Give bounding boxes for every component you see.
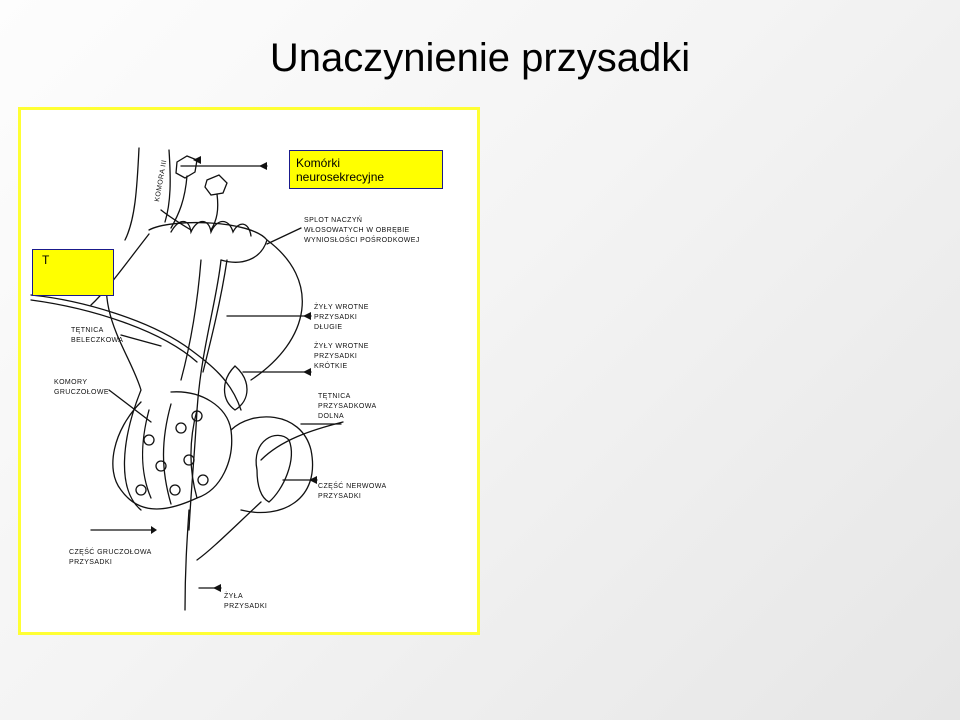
label-zyla-2: PRZYSADKI [224,603,268,610]
label-dolna-3: DOLNA [318,413,345,420]
gland-cell-1 [144,435,154,445]
neuro-cell-2 [205,175,227,195]
pars-nervosa [256,435,291,502]
label-komora: KOMORA III [154,159,169,203]
arrow-7 [151,526,157,534]
arrow-3 [303,312,311,320]
posterior-outline [231,417,313,513]
gland-cell-8 [198,475,208,485]
label-gruczolowa-1: CZĘŚĆ GRUCZOŁOWA [69,549,152,556]
pituitary-diagram [18,107,480,635]
label-krotkie-2: PRZYSADKI [314,353,358,360]
neuro-cell-1 [176,156,197,178]
trabecular-artery-2 [31,300,197,362]
label-krotkie-1: ŻYŁY WROTNE [314,343,369,350]
hypophyseal-vein [185,510,189,610]
arrow-1 [259,162,267,170]
ventricle-wall [125,148,139,240]
arrow-6 [213,584,221,592]
callout-t-text: T [42,253,50,267]
pars-distalis [113,392,232,509]
leader-komory [109,390,151,422]
gland-cell-2 [176,423,186,433]
axon-2 [211,194,218,230]
label-splot-2: WŁOSOWATYCH W OBRĘBIE [304,227,410,234]
callout-neurosecretory-cells [289,150,443,189]
label-dolna-1: TĘTNICA [318,393,351,400]
tissue-outline-right [251,240,302,380]
label-krotkie-3: KRÓTKIE [314,363,348,370]
label-gruczolowa-2: PRZYSADKI [69,559,113,566]
label-splot-1: SPLOT NACZYŃ [304,217,363,224]
arrow-4 [303,368,311,376]
vein-branch [197,502,261,560]
long-portal-veins [189,260,221,530]
label-zyla-1: ŻYŁA [224,593,244,600]
label-beleczkowa-1: TĘTNICA [71,327,104,334]
axon-1 [171,176,187,228]
callout-t-box [32,249,114,296]
label-nerwowa-2: PRZYSADKI [318,493,362,500]
gland-cell-5 [184,455,194,465]
label-dolna-2: PRZYSADKOWA [318,403,377,410]
slide-title: Unaczynienie przysadki [269,36,691,80]
label-splot-3: WYNIOSŁOŚCI POŚRODKOWEJ [304,237,420,244]
leader-beleczkowa [121,335,161,346]
callout-neurosecretory-text: Komórki neurosekrecyjne [296,156,385,184]
label-dlugie-3: DŁUGIE [314,324,343,331]
gland-cell-6 [136,485,146,495]
stalk-right [203,260,227,372]
stalk-inner [181,260,201,380]
label-dlugie-2: PRZYSADKI [314,314,358,321]
label-beleczkowa-2: BELECZKOWA [71,337,124,344]
label-nerwowa-1: CZĘŚĆ NERWOWA [318,483,387,490]
leader-splot [267,228,301,244]
label-dlugie-1: ŻYŁY WROTNE [314,304,369,311]
label-komory-1: KOMORY [54,379,88,386]
label-komory-2: GRUCZOŁOWE [54,389,109,396]
gland-cell-7 [170,485,180,495]
inferior-artery [261,422,343,460]
